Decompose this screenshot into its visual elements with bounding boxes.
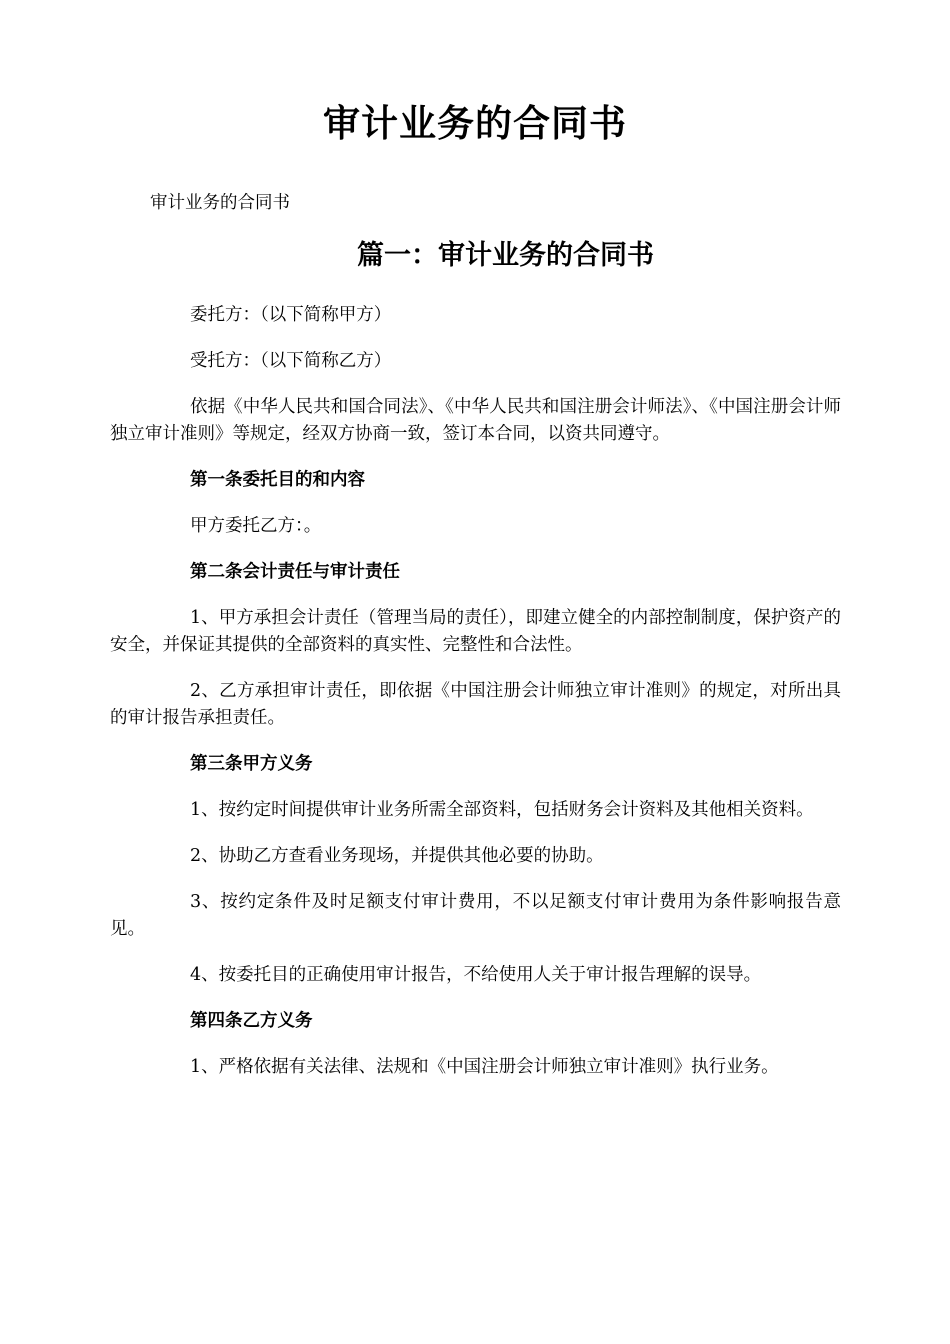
document-subtitle: 审计业务的合同书 xyxy=(150,193,290,213)
paragraph-client: 委托方：（以下简称甲方） xyxy=(190,305,392,325)
paragraph: 1、甲方承担会计责任（管理当局的责任），即建立健全的内部控制制度，保护资产的安全，并保证其提供的全部资料的真实性、完整性和合法性。 xyxy=(110,608,841,655)
paragraph: 1、严格依据有关法律、法规和《中国注册会计师独立审计准则》执行业务。 xyxy=(190,1057,779,1077)
paragraph: 1、按约定时间提供审计业务所需全部资料，包括财务会计资料及其他相关资料。 xyxy=(190,800,814,820)
article-2-heading: 第二条会计责任与审计责任 xyxy=(190,562,400,582)
paragraph-contractor: 受托方：（以下简称乙方） xyxy=(190,351,392,371)
document-body xyxy=(110,302,841,1100)
paragraph: 甲方委托乙方：。 xyxy=(190,516,322,536)
document-title: 审计业务的合同书 xyxy=(323,102,627,145)
paragraph-preamble: 依据《中华人民共和国合同法》、《中华人民共和国注册会计师法》、《中国注册会计师独立审计准则》等规定，经双方协商一致，签订本合同，以资共同遵守。 xyxy=(110,397,841,444)
article-1-heading: 第一条委托目的和内容 xyxy=(190,470,365,490)
paragraph: 4、按委托目的正确使用审计报告，不给使用人关于审计报告理解的误导。 xyxy=(190,965,762,985)
article-4-heading: 第四条乙方义务 xyxy=(190,1011,313,1031)
paragraph: 3、按约定条件及时足额支付审计费用，不以足额支付审计费用为条件影响报告意见。 xyxy=(110,892,841,939)
paragraph: 2、乙方承担审计责任，即依据《中国注册会计师独立审计准则》的规定，对所出具的审计报告承担责任。 xyxy=(110,681,841,728)
article-3-heading: 第三条甲方义务 xyxy=(190,754,313,774)
paragraph: 2、协助乙方查看业务现场，并提供其他必要的协助。 xyxy=(190,846,604,866)
section-title: 篇一：审计业务的合同书 xyxy=(357,240,654,271)
